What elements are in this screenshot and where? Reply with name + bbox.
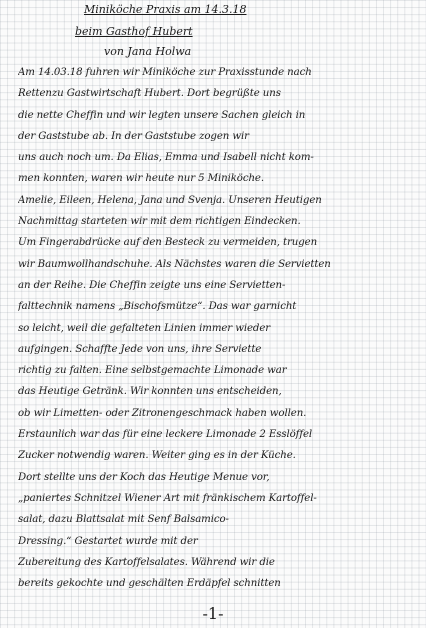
handwritten-body xyxy=(18,62,420,594)
title-line-1: Miniköche Praxis am 14.3.18 xyxy=(84,3,247,16)
text-line: Rettenzu Gastwirtschaft Hubert. Dort begrüßte uns xyxy=(18,88,281,100)
text-line: wir Baumwollhandschuhe. Als Nächstes waren die Servietten xyxy=(18,258,331,270)
text-line: so leicht, weil die gefalteten Linien immer wieder xyxy=(18,322,271,334)
page-number: -1- xyxy=(202,604,224,623)
text-line: an der Reihe. Die Cheffin zeigte uns eine Servietten- xyxy=(18,279,286,291)
text-line: bereits gekochte und geschälten Erdäpfel schnitten xyxy=(18,578,281,590)
text-line: men konnten, waren wir heute nur 5 Miniköche. xyxy=(18,173,264,185)
text-line: uns auch noch um. Da Elias, Emma und Isabell nicht kom- xyxy=(18,152,314,164)
text-line: Zucker notwendig waren. Weiter ging es in der Küche. xyxy=(18,450,296,462)
text-line: richtig zu falten. Eine selbstgemachte Limonade war xyxy=(18,365,287,377)
text-line: das Heutige Getränk. Wir konnten uns entscheiden, xyxy=(18,386,282,398)
text-line: salat, dazu Blattsalat mit Senf Balsamico- xyxy=(18,514,229,526)
text-line: ob wir Limetten- oder Zitronengeschmack haben wollen. xyxy=(18,407,307,419)
byline: von Jana Holwa xyxy=(104,45,192,58)
text-line: die nette Cheffin und wir legten unsere Sachen gleich in xyxy=(18,109,306,121)
text-line: Nachmittag starteten wir mit dem richtigen Eindecken. xyxy=(18,216,301,228)
text-line: Dressing.“ Gestartet wurde mit der xyxy=(18,535,198,547)
text-line: aufgingen. Schaffte Jede von uns, ihre Serviette xyxy=(18,343,262,355)
text-line: Zubereitung des Kartoffelsalates. Während wir die xyxy=(18,556,275,568)
text-line: Erstaunlich war das für eine leckere Limonade 2 Esslöffel xyxy=(18,429,313,441)
text-line: der Gaststube ab. In der Gaststube zogen wir xyxy=(18,130,249,142)
text-line: „paniertes Schnitzel Wiener Art mit fränkischem Kartoffel- xyxy=(18,492,317,504)
text-line: Um Fingerabdrücke auf den Besteck zu vermeiden, trugen xyxy=(18,237,318,249)
text-line: Am 14.03.18 fuhren wir Miniköche zur Praxisstunde nach xyxy=(18,67,312,78)
title-line-2: beim Gasthof Hubert xyxy=(75,25,193,38)
text-line: Dort stellte uns der Koch das Heutige Menue vor, xyxy=(18,471,270,483)
text-line: Amelie, Eileen, Helena, Jana und Svenja. Unseren Heutigen xyxy=(18,194,322,206)
text-line: falttechnik namens „Bischofsmütze“. Das war garnicht xyxy=(18,301,297,313)
